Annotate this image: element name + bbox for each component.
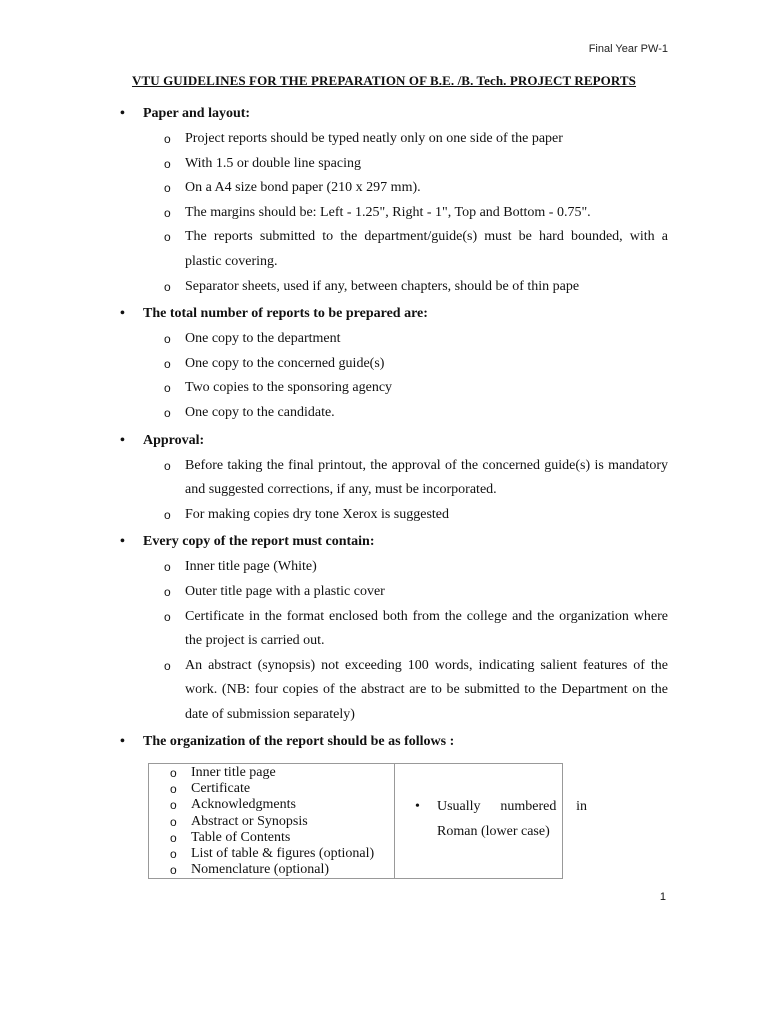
- bullet-icon: •: [120, 306, 125, 322]
- list-item: [120, 201, 668, 226]
- document-title: VTU GUIDELINES FOR THE PREPARATION OF B.E. /B. Tech. PROJECT REPORTS: [131, 73, 637, 88]
- circle-bullet-icon: o: [170, 830, 177, 845]
- circle-bullet-icon: o: [164, 205, 171, 220]
- list-item-text: One copy to the department: [185, 331, 341, 347]
- list-item-text: An abstract (synopsis) not exceeding 100 words, indicating salient features of the work. (NB: four copies of the abstract are to be submitted to the Department on the date of submission separately): [185, 657, 668, 722]
- section-report-count: [120, 304, 668, 425]
- list-item: [120, 352, 668, 377]
- list-item: [120, 225, 668, 274]
- list-item: [149, 862, 394, 878]
- circle-bullet-icon: o: [164, 458, 171, 473]
- section-report-contents: [120, 532, 668, 727]
- list-item-text: For making copies dry tone Xerox is suggested: [185, 506, 450, 522]
- list-item-text: Two copies to the sponsoring agency: [185, 380, 393, 396]
- list-item-text: Outer title page with a plastic cover: [185, 583, 385, 599]
- list-item: [120, 605, 668, 654]
- section-heading-text: The organization of the report should be as follows :: [143, 734, 455, 750]
- list-item-text: Certificate in the format enclosed both from the college and the organization where the project is carried out.: [185, 608, 668, 649]
- section-approval: [120, 431, 668, 528]
- circle-bullet-icon: o: [170, 814, 177, 829]
- circle-bullet-icon: o: [170, 847, 177, 862]
- circle-bullet-icon: o: [164, 132, 171, 146]
- list-item-text: Inner title page (White): [185, 559, 317, 575]
- bullet-icon: •: [120, 734, 125, 750]
- section-heading: [120, 304, 668, 323]
- circle-bullet-icon: o: [164, 332, 171, 347]
- section-heading: [120, 732, 668, 751]
- list-item-text: Table of Contents: [191, 829, 291, 845]
- section-heading-text: The total number of reports to be prepared are:: [143, 306, 428, 322]
- list-item-text: Separator sheets, used if any, between chapters, should be of thin pape: [185, 278, 580, 294]
- numbering-note: [415, 795, 587, 844]
- list-item-text: Nomenclature (optional): [191, 862, 330, 878]
- bullet-icon: •: [415, 799, 420, 814]
- list-item: [120, 654, 668, 728]
- list-item-text: Certificate: [191, 781, 251, 797]
- list-item: [120, 376, 668, 401]
- table-cell-front-matter: [149, 764, 395, 879]
- list-item-text: List of table & figures (optional): [191, 846, 375, 862]
- table-cell-numbering: [395, 764, 587, 879]
- list-item: [149, 814, 394, 830]
- list-item: [149, 781, 394, 797]
- bullet-icon: •: [120, 106, 125, 121]
- list-item: [120, 401, 668, 426]
- section-heading-text: Every copy of the report must contain:: [143, 534, 375, 550]
- circle-bullet-icon: o: [164, 279, 171, 294]
- circle-bullet-icon: o: [164, 156, 171, 171]
- list-item-text: Before taking the final printout, the approval of the concerned guide(s) is mandatory and suggested corrections, if any, must be incorporated.: [185, 457, 668, 498]
- list-item: [149, 846, 394, 862]
- list-item: [120, 127, 668, 152]
- list-item: [120, 176, 668, 201]
- circle-bullet-icon: o: [170, 782, 177, 797]
- circle-bullet-icon: o: [170, 798, 177, 813]
- circle-bullet-icon: o: [164, 560, 171, 575]
- section-heading-text: Paper and layout:: [143, 106, 251, 121]
- table-row: [149, 764, 563, 879]
- list-item: [120, 152, 668, 177]
- list-item: [120, 503, 668, 528]
- numbering-note-text: Usually numbered in Roman (lower case): [437, 799, 587, 839]
- circle-bullet-icon: o: [164, 181, 171, 196]
- list-item: [120, 555, 668, 580]
- page-number: 1: [659, 891, 666, 903]
- list-item: [120, 327, 668, 352]
- list-item-text: Acknowledgments: [191, 797, 296, 813]
- section-heading: [120, 104, 668, 123]
- page-header: Final Year PW-1: [588, 43, 668, 55]
- circle-bullet-icon: o: [164, 356, 171, 371]
- list-item-text: On a A4 size bond paper (210 x 297 mm).: [185, 180, 421, 196]
- circle-bullet-icon: o: [170, 863, 177, 878]
- list-item: [120, 275, 668, 300]
- list-item: [149, 830, 394, 846]
- list-item: [149, 797, 394, 813]
- sub-list: [120, 327, 668, 425]
- sub-list: [120, 555, 668, 727]
- list-item: [120, 580, 668, 605]
- list-item-text: One copy to the concerned guide(s): [185, 355, 385, 371]
- circle-bullet-icon: o: [164, 405, 171, 420]
- circle-bullet-icon: o: [164, 584, 171, 599]
- circle-bullet-icon: o: [164, 609, 171, 624]
- list-item-text: Abstract or Synopsis: [191, 813, 308, 829]
- list-item-text: With 1.5 or double line spacing: [185, 155, 361, 171]
- bullet-icon: •: [120, 534, 125, 550]
- list-item-text: Inner title page: [191, 765, 276, 780]
- bullet-icon: •: [120, 432, 125, 448]
- list-item: [120, 454, 668, 503]
- document-body: [120, 104, 668, 751]
- section-heading: [120, 532, 668, 551]
- list-item-text: The margins should be: Left - 1.25", Right - 1", Top and Bottom - 0.75".: [185, 204, 591, 220]
- report-organization-table: [148, 763, 587, 879]
- circle-bullet-icon: o: [164, 507, 171, 522]
- list-item-text: One copy to the candidate.: [185, 404, 335, 420]
- section-organization: [120, 732, 668, 751]
- section-heading-text: Approval:: [143, 432, 205, 448]
- sub-list: [120, 127, 668, 299]
- front-matter-list: [149, 764, 394, 878]
- list-item-text: The reports submitted to the department/guide(s) must be hard bounded, with a plastic covering.: [185, 229, 668, 269]
- circle-bullet-icon: o: [164, 658, 171, 673]
- circle-bullet-icon: o: [164, 381, 171, 396]
- circle-bullet-icon: o: [170, 766, 177, 780]
- circle-bullet-icon: o: [164, 230, 171, 245]
- section-paper-layout: [120, 104, 668, 299]
- section-heading: [120, 431, 668, 450]
- sub-list: [120, 454, 668, 528]
- list-item-text: Project reports should be typed neatly only on one side of the paper: [185, 131, 563, 146]
- list-item: [149, 765, 394, 781]
